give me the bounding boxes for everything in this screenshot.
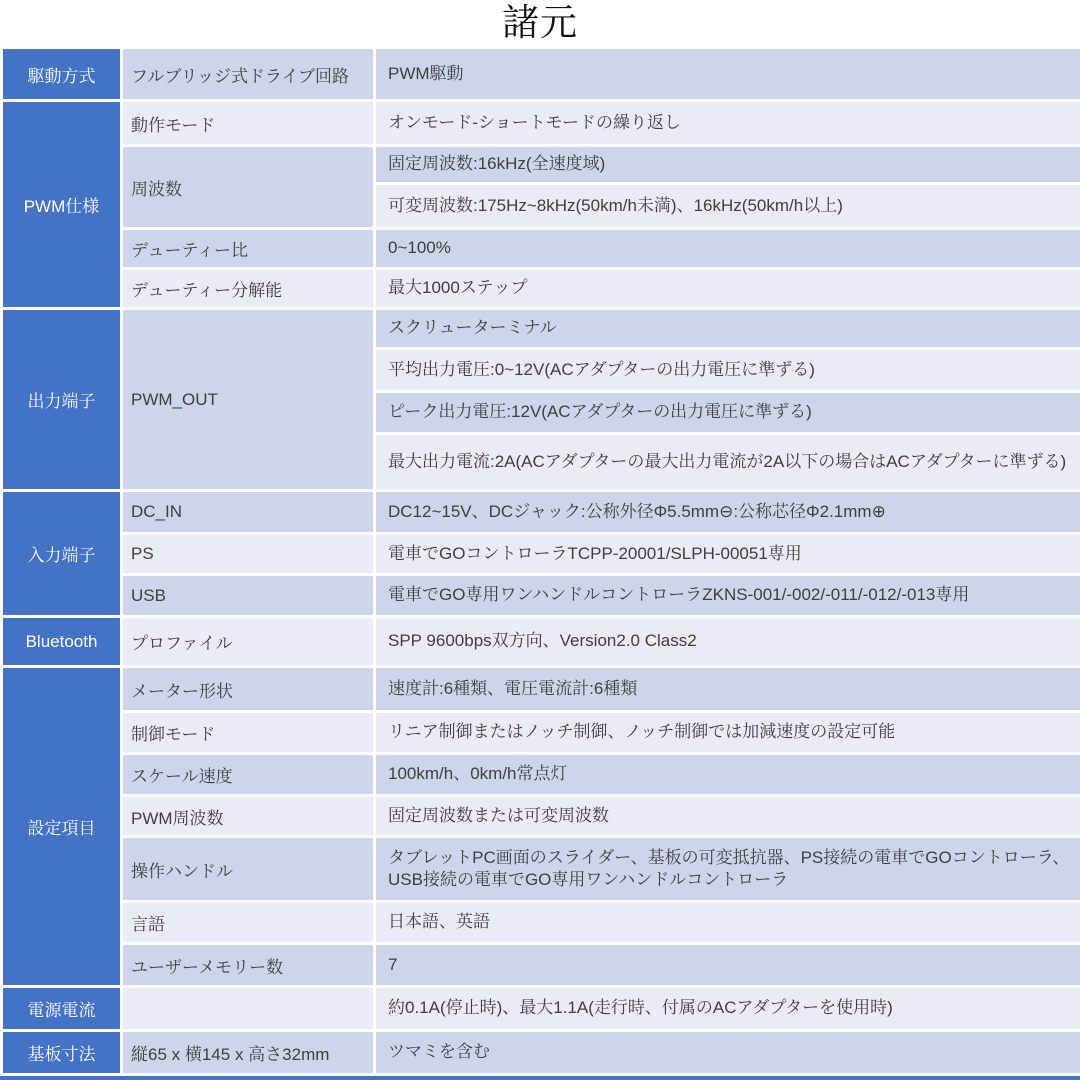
spec-label — [122, 987, 375, 1031]
spec-value: 0~100% — [375, 229, 1080, 269]
table-row — [2, 902, 1080, 944]
table-row — [2, 754, 1080, 796]
table-row — [2, 667, 1080, 712]
table-row — [2, 837, 1080, 902]
spec-label: 操作ハンドル — [122, 837, 375, 902]
spec-label: 縦65 x 横145 x 高さ32mm — [122, 1031, 375, 1075]
spec-label: PWM周波数 — [122, 796, 375, 837]
spec-label: デューティー比 — [122, 229, 375, 269]
section-header: PWM仕様 — [2, 101, 122, 309]
table-row — [2, 796, 1080, 837]
section-header: 入力端子 — [2, 491, 122, 617]
section-header: 駆動方式 — [2, 48, 122, 101]
table-row — [2, 575, 1080, 617]
table-row — [2, 101, 1080, 146]
spec-label: フルブリッジ式ドライブ回路 — [122, 48, 375, 101]
spec-value: 100km/h、0km/h常点灯 — [375, 754, 1080, 796]
section-header: 基板寸法 — [2, 1031, 122, 1075]
spec-value: 固定周波数:16kHz(全速度域) — [375, 146, 1080, 184]
spec-label: メーター形状 — [122, 667, 375, 712]
spec-label: 周波数 — [122, 146, 375, 229]
spec-label: 制御モード — [122, 712, 375, 754]
section-header: 電源電流 — [2, 987, 122, 1031]
spec-value: スクリューターミナル — [375, 309, 1080, 349]
spec-value: 約0.1A(停止時)、最大1.1A(走行時、付属のACアダプターを使用時) — [375, 987, 1080, 1031]
spec-label: プロファイル — [122, 617, 375, 667]
table-row — [2, 229, 1080, 269]
spec-value: 速度計:6種類、電圧電流計:6種類 — [375, 667, 1080, 712]
spec-label: PWM_OUT — [122, 309, 375, 491]
spec-label: DC_IN — [122, 491, 375, 534]
spec-value: SPP 9600bps双方向、Version2.0 Class2 — [375, 617, 1080, 667]
spec-value: ツマミを含む — [375, 1031, 1080, 1075]
table-row — [2, 534, 1080, 575]
spec-label: 動作モード — [122, 101, 375, 146]
spec-value: タブレットPC画面のスライダー、基板の可変抵抗器、PS接続の電車でGOコントローラ、USB接続の電車でGO専用ワンハンドルコントローラ — [375, 837, 1080, 902]
spec-value: 日本語、英語 — [375, 902, 1080, 944]
spec-label: ユーザーメモリー数 — [122, 944, 375, 987]
section-header: 設定項目 — [2, 667, 122, 987]
table-row — [2, 491, 1080, 534]
spec-table — [0, 46, 1080, 1076]
spec-value: 最大出力電流:2A(ACアダプターの最大出力電流が2A以下の場合はACアダプターに準ずる) — [375, 434, 1080, 491]
spec-label: デューティー分解能 — [122, 269, 375, 309]
table-row — [2, 712, 1080, 754]
spec-value: 可変周波数:175Hz~8kHz(50km/h未満)、16kHz(50km/h以上) — [375, 184, 1080, 229]
spec-value: リニア制御またはノッチ制御、ノッチ制御では加減速度の設定可能 — [375, 712, 1080, 754]
section-header: 出力端子 — [2, 309, 122, 491]
spec-value: オンモード-ショートモードの繰り返し — [375, 101, 1080, 146]
spec-label: スケール速度 — [122, 754, 375, 796]
spec-label: USB — [122, 575, 375, 617]
spec-value: ピーク出力電圧:12V(ACアダプターの出力電圧に準ずる) — [375, 392, 1080, 434]
table-row — [2, 1031, 1080, 1075]
section-header: Bluetooth — [2, 617, 122, 667]
spec-value: PWM駆動 — [375, 48, 1080, 101]
table-row — [2, 617, 1080, 667]
spec-label: PS — [122, 534, 375, 575]
table-row — [2, 48, 1080, 101]
spec-value: 平均出力電圧:0~12V(ACアダプターの出力電圧に準ずる) — [375, 349, 1080, 392]
table-row — [2, 269, 1080, 309]
table-row — [2, 944, 1080, 987]
page-title: 諸元 — [502, 2, 578, 43]
spec-value: 電車でGOコントローラTCPP-20001/SLPH-00051専用 — [375, 534, 1080, 575]
spec-value: 最大1000ステップ — [375, 269, 1080, 309]
spec-value: 7 — [375, 944, 1080, 987]
table-row — [2, 146, 1080, 184]
table-row — [2, 309, 1080, 349]
table-bottom-border — [0, 1076, 1080, 1080]
spec-label: 言語 — [122, 902, 375, 944]
table-row — [2, 987, 1080, 1031]
spec-value: 電車でGO専用ワンハンドルコントローラZKNS-001/-002/-011/-012/-013専用 — [375, 575, 1080, 617]
spec-value: 固定周波数または可変周波数 — [375, 796, 1080, 837]
spec-value: DC12~15V、DCジャック:公称外径Φ5.5mm⊖:公称芯径Φ2.1mm⊕ — [375, 491, 1080, 534]
